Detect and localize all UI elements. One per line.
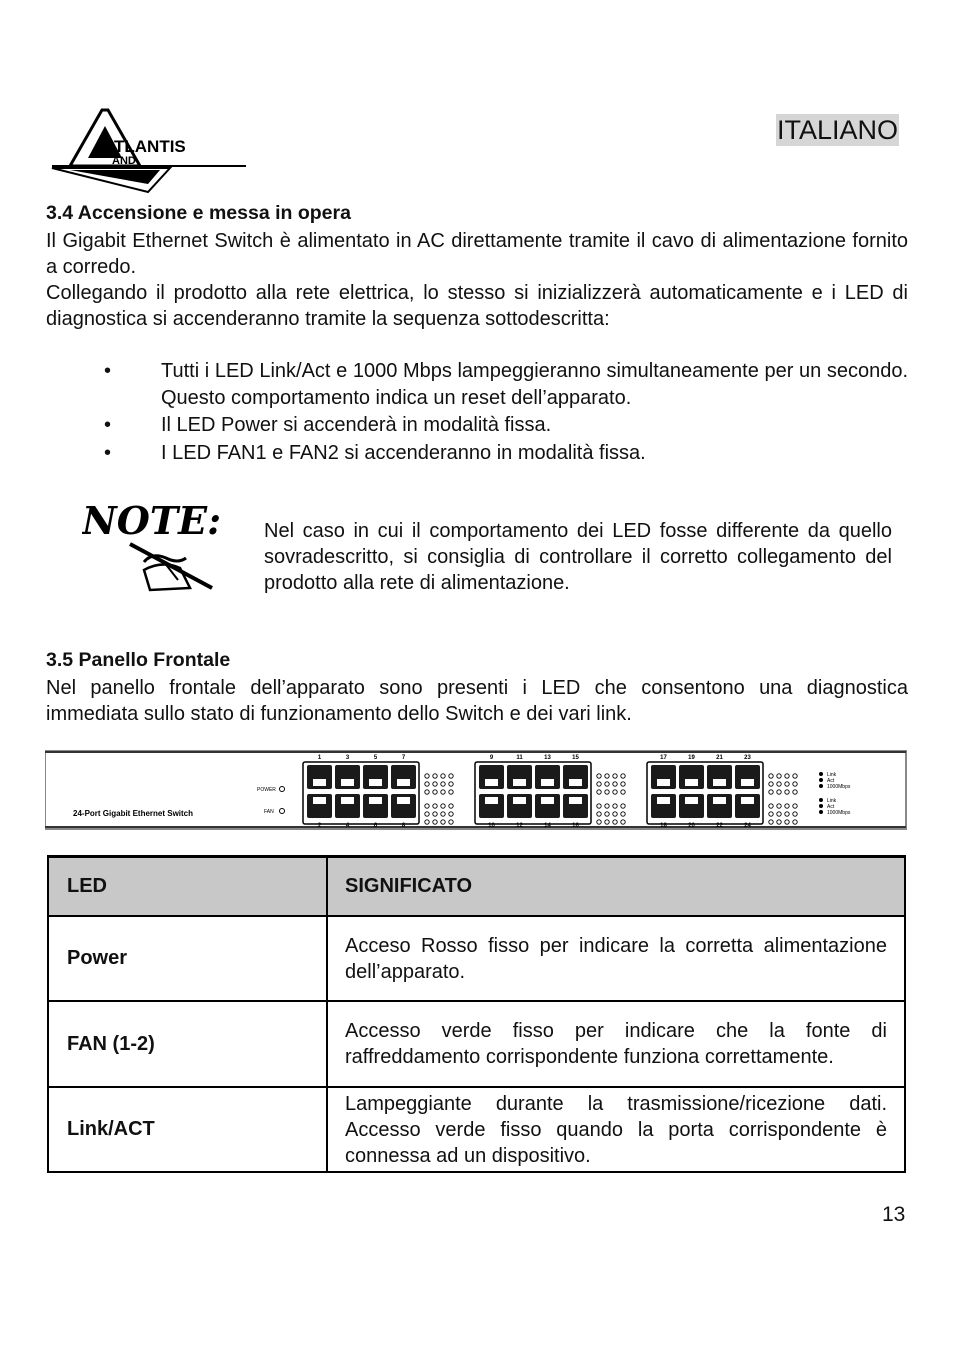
page-number: 13 <box>882 1203 906 1226</box>
bullet-item <box>0 440 954 468</box>
table-cell-meaning: Acceso Rosso fisso per indicare la corretta alimentazione dell’apparato. <box>327 916 905 1001</box>
port-number-label: 14 <box>544 823 551 829</box>
port-number-label: 16 <box>572 823 579 829</box>
legend-label: Link <box>827 798 837 804</box>
port-socket <box>397 779 410 786</box>
legend-label: 1000Mbps <box>827 784 851 790</box>
port-socket <box>313 797 326 804</box>
port-number-label: 19 <box>688 755 695 761</box>
table-header-significato: SIGNIFICATO <box>327 857 905 917</box>
bullet-item <box>0 412 954 440</box>
section-3-4-para1: Il Gigabit Ethernet Switch è alimentato in AC direttamente tramite il cavo di alimentazione fornito a corredo. <box>46 230 908 278</box>
atlantis-land-logo <box>50 108 250 196</box>
table-header-row <box>48 857 905 917</box>
port-socket <box>485 779 498 786</box>
section-3-4-para2: Collegando il prodotto alla rete elettrica, lo stesso si inizializzerà automaticamente e i LED di diagnostica si accenderanno tramite la sequenza sottodescritta: <box>46 282 908 330</box>
legend-led-icon <box>819 810 823 814</box>
section-3-5-para: Nel panello frontale dell’apparato sono presenti i LED che consentono una diagnostica immediata sullo stato di funzionamento dello Switch e dei vari link. <box>46 677 908 725</box>
svg-text:POWER: POWER <box>257 787 276 793</box>
legend-label: 1000Mbps <box>827 810 851 816</box>
port-number-label: 8 <box>401 823 406 829</box>
port-socket <box>569 779 582 786</box>
port-number-label: 20 <box>688 823 695 829</box>
switch-front-panel-diagram <box>45 750 907 830</box>
language-label: ITALIANO <box>777 115 899 145</box>
port-socket <box>513 779 526 786</box>
port-socket <box>541 779 554 786</box>
table-cell-led: FAN (1-2) <box>48 1001 327 1087</box>
port-socket <box>657 797 670 804</box>
svg-text:24-Port Gigabit Ethernet Switc: 24-Port Gigabit Ethernet Switch <box>73 809 194 818</box>
bullet-dot: • <box>104 442 112 464</box>
port-socket <box>741 779 754 786</box>
svg-text:TLANTIS: TLANTIS <box>114 137 186 156</box>
legend-led-icon <box>819 804 823 808</box>
port-socket <box>741 797 754 804</box>
port-number-label: 21 <box>716 755 723 761</box>
legend-led-icon <box>819 784 823 788</box>
bullet-dot: • <box>104 360 112 382</box>
bullet-text: I LED FAN1 e FAN2 si accenderanno in modalità fissa. <box>161 442 646 464</box>
table-header-led: LED <box>48 857 327 917</box>
port-number-label: 24 <box>744 823 751 829</box>
legend-label: Act <box>827 804 835 810</box>
legend-led-icon <box>819 798 823 802</box>
legend-label: Link <box>827 772 837 778</box>
port-socket <box>713 779 726 786</box>
note-pencil-icon <box>82 496 232 596</box>
port-socket <box>685 779 698 786</box>
led-table <box>47 855 906 1173</box>
port-number-label: 1 <box>317 755 322 761</box>
port-socket <box>341 797 354 804</box>
table-row <box>48 1001 905 1087</box>
bullet-dot: • <box>104 414 112 436</box>
note-text: Nel caso in cui il comportamento dei LED fosse differente da quello sovradescritto, si consiglia di controllare il corretto collegamento del prodotto alla rete di alimentazione. <box>264 520 892 594</box>
port-number-label: 18 <box>660 823 667 829</box>
port-number-label: 15 <box>572 755 579 761</box>
table-row <box>48 916 905 1001</box>
port-number-label: 2 <box>317 823 322 829</box>
port-socket <box>513 797 526 804</box>
port-number-label: 13 <box>544 755 551 761</box>
section-3-4-heading: 3.4 Accensione e messa in opera <box>46 202 351 224</box>
port-number-label: 11 <box>516 755 523 761</box>
section-3-5-heading: 3.5 Panello Frontale <box>46 649 231 671</box>
port-number-label: 12 <box>516 823 523 829</box>
bullet-text: Il LED Power si accenderà in modalità fissa. <box>161 414 552 436</box>
table-row <box>48 1087 905 1172</box>
port-socket <box>397 797 410 804</box>
port-number-label: 10 <box>488 823 495 829</box>
port-socket <box>369 779 382 786</box>
port-number-label: 9 <box>489 755 494 761</box>
table-cell-meaning: Lampeggiante durante la trasmissione/ricezione dati. Accesso verde fisso quando la porta corrispondente è connessa ad un dispositivo. <box>327 1087 905 1172</box>
bullet-text: Tutti i LED Link/Act e 1000 Mbps lampeggieranno simultaneamente per un secondo. Questo comportamento indica un reset dell’apparato. <box>161 360 908 409</box>
port-number-label: 4 <box>345 823 350 829</box>
bullet-item <box>0 358 954 409</box>
port-socket <box>485 797 498 804</box>
port-socket <box>685 797 698 804</box>
port-number-label: 7 <box>401 755 406 761</box>
port-socket <box>541 797 554 804</box>
port-socket <box>341 779 354 786</box>
port-number-label: 22 <box>716 823 723 829</box>
legend-led-icon <box>819 772 823 776</box>
svg-text:AND: AND <box>112 155 136 167</box>
port-socket <box>313 779 326 786</box>
port-number-label: 6 <box>373 823 378 829</box>
port-number-label: 3 <box>345 755 350 761</box>
legend-led-icon <box>819 778 823 782</box>
port-number-label: 17 <box>660 755 667 761</box>
table-cell-led: Link/ACT <box>48 1087 327 1172</box>
port-number-label: 23 <box>744 755 751 761</box>
legend-label: Act <box>827 778 835 784</box>
port-socket <box>369 797 382 804</box>
port-number-label: 5 <box>373 755 378 761</box>
svg-text:NOTE:: NOTE: <box>82 498 222 543</box>
port-socket <box>569 797 582 804</box>
svg-text:FAN: FAN <box>264 809 274 815</box>
table-cell-led: Power <box>48 916 327 1001</box>
port-socket <box>657 779 670 786</box>
port-socket <box>713 797 726 804</box>
table-cell-meaning: Accesso verde fisso per indicare che la fonte di raffreddamento corrispondente funziona correttamente. <box>327 1001 905 1087</box>
